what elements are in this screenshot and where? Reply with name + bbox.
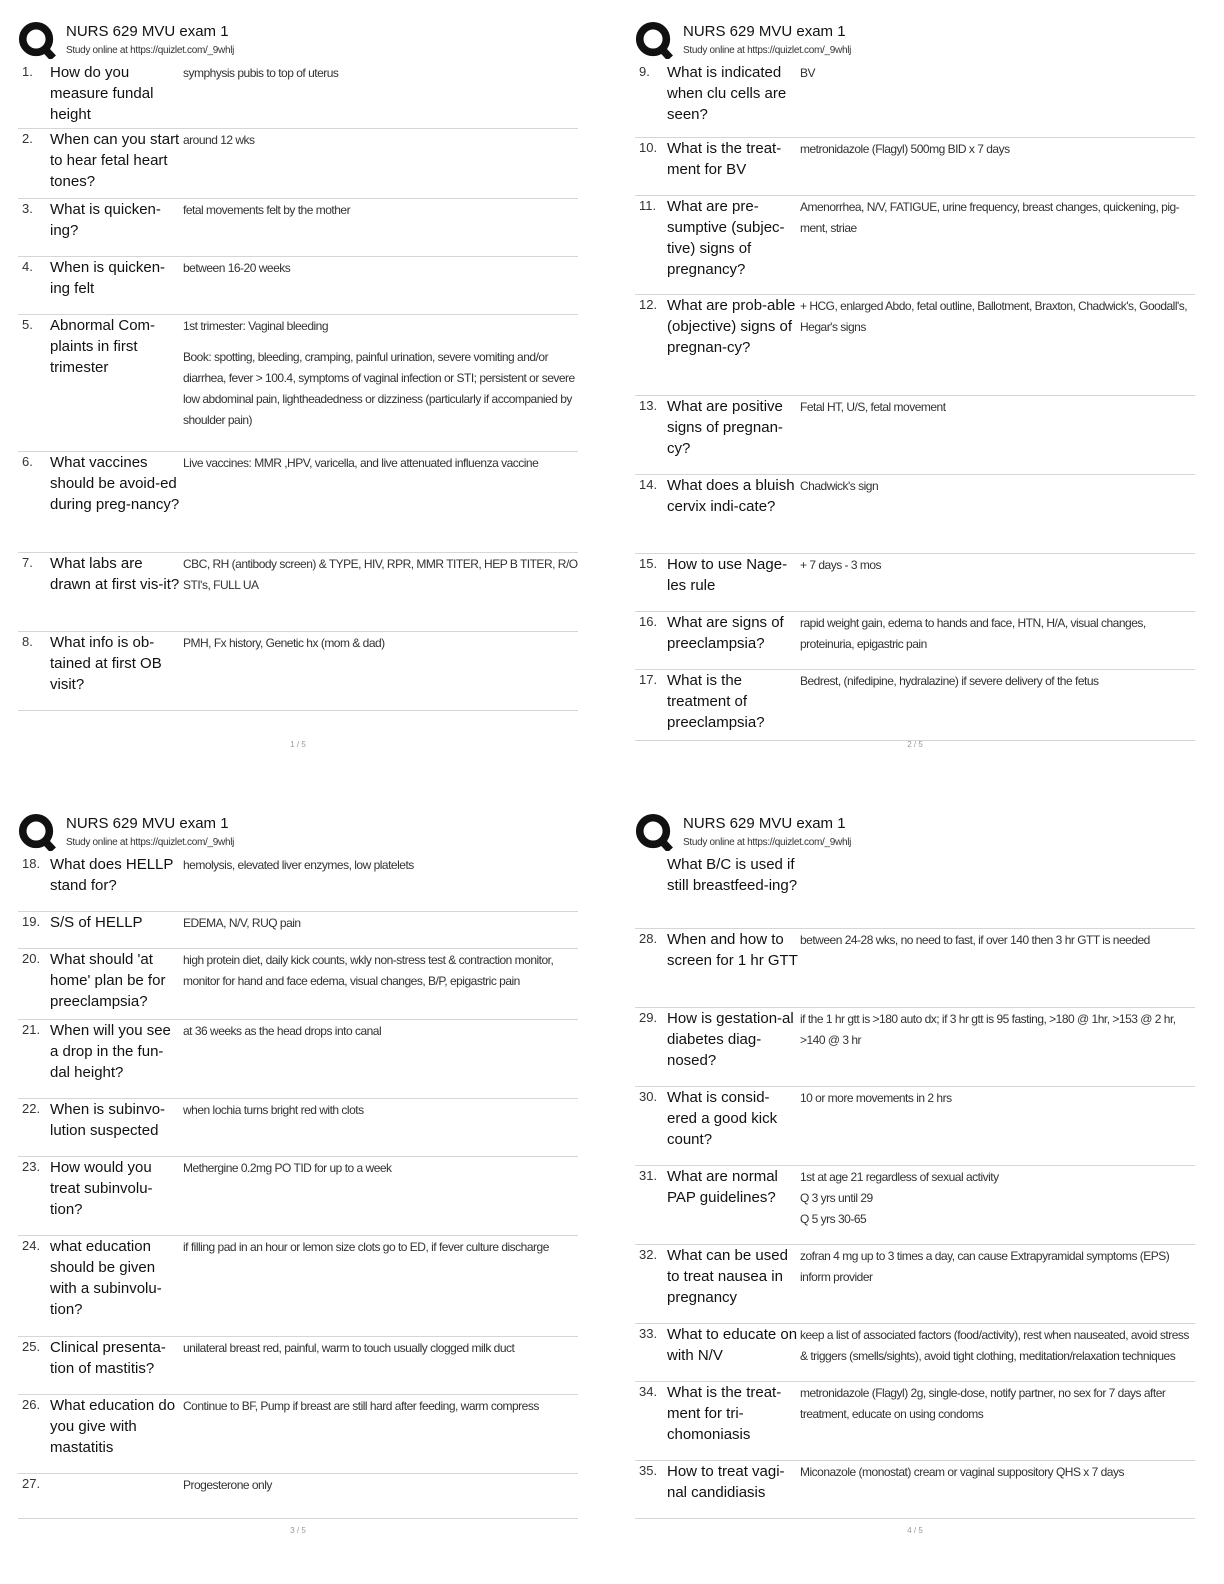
definition-line: PMH, Fx history, Genetic hx (mom & dad): [183, 636, 385, 650]
card-term: What is the treatment of preeclampsia?: [667, 672, 765, 731]
card-term: What are pre-sumptive (subjec-tive) signs of pregnancy?: [667, 198, 785, 278]
card-term: What are prob-able (objective) signs of pregnan-cy?: [667, 297, 796, 356]
quizlet-logo-icon: [18, 21, 56, 59]
card-number: 21.: [22, 1022, 41, 1037]
set-title: NURS 629 MVU exam 1: [683, 23, 846, 40]
card-definition: [798, 396, 1195, 474]
card-number: 33.: [639, 1326, 658, 1341]
card-term: What does a bluish cervix indi-cate?: [667, 477, 795, 515]
card-term: What info is ob-tained at first OB visit?: [50, 634, 162, 693]
card-number: 3.: [22, 201, 33, 216]
card-number: 34.: [639, 1384, 658, 1399]
flashcard-row: [635, 929, 1195, 1008]
flashcard-row: [18, 1157, 578, 1236]
flashcard-row: [18, 553, 578, 632]
card-number: 19.: [22, 914, 41, 929]
definition-line: Q 5 yrs 30-65: [800, 1212, 867, 1226]
card-number: 13.: [639, 398, 658, 413]
card-number: 25.: [22, 1339, 41, 1354]
definition-line: between 16-20 weeks: [183, 261, 291, 275]
card-number: 5.: [22, 317, 33, 332]
card-definition: [798, 62, 1195, 137]
card-number: 20.: [22, 951, 41, 966]
card-term: When and how to screen for 1 hr GTT: [667, 931, 798, 969]
card-definition: [181, 1236, 578, 1336]
quizlet-logo-icon: [635, 21, 673, 59]
flashcard-row: [18, 452, 578, 553]
definition-line: fetal movements felt by the mother: [183, 203, 351, 217]
definition-line: Fetal HT, U/S, fetal movement: [800, 400, 946, 414]
card-term: [50, 1474, 181, 1518]
page-number: 1 / 5: [290, 740, 306, 749]
definition-line: Q 3 yrs until 29: [800, 1191, 873, 1205]
card-definition: [798, 138, 1195, 195]
card-definition: [181, 912, 578, 948]
card-term: What should 'at home' plan be for preeclampsia?: [50, 951, 166, 1010]
flashcard-page: [635, 18, 1195, 749]
study-link[interactable]: Study online at https://quizlet.com/_9whlj: [683, 837, 852, 848]
card-term: What is indicated when clu cells are seen?: [667, 64, 787, 123]
set-title: NURS 629 MVU exam 1: [683, 815, 846, 832]
card-definition: [798, 670, 1195, 740]
card-number: 30.: [639, 1089, 658, 1104]
flashcard-row: [635, 670, 1195, 741]
definition-line: high protein diet, daily kick counts, wkly non-stress test & contraction monitor, monitor for hand and face edema, visual changes, B/P, epigastric pain: [183, 953, 554, 988]
card-definition: [181, 949, 578, 1019]
card-term: When can you start to hear fetal heart tones?: [50, 131, 180, 190]
card-definition: [798, 554, 1195, 611]
card-term: What labs are drawn at first vis-it?: [50, 555, 180, 593]
definition-line: 1st trimester: Vaginal bleeding: [183, 319, 329, 333]
flashcard-row: [18, 315, 578, 452]
flashcard-row: [635, 62, 1195, 138]
card-definition: [181, 452, 578, 552]
flashcard-row: [18, 129, 578, 199]
card-number: 4.: [22, 259, 33, 274]
card-definition: [798, 1087, 1195, 1165]
card-definition: [181, 1395, 578, 1473]
page-header: [18, 810, 578, 854]
definition-line: Amenorrhea, N/V, FATIGUE, urine frequency, breast changes, quickening, pig-ment, striae: [800, 200, 1180, 235]
card-number: 7.: [22, 555, 33, 570]
study-link[interactable]: Study online at https://quizlet.com/_9whlj: [683, 45, 852, 56]
study-link[interactable]: Study online at https://quizlet.com/_9whlj: [66, 837, 235, 848]
card-term: What can be used to treat nausea in pregnancy: [667, 1247, 788, 1306]
card-term: What is the treat-ment for BV: [667, 140, 782, 178]
card-number: 1.: [22, 64, 33, 79]
card-number: [635, 854, 667, 928]
card-term: What is quicken-ing?: [50, 201, 161, 239]
page-number: 2 / 5: [907, 740, 923, 749]
flashcard-row: [18, 949, 578, 1020]
flashcard-row: [18, 1099, 578, 1157]
flashcard-row: [18, 257, 578, 315]
card-number: 27.: [22, 1476, 41, 1491]
flashcard-row: [635, 196, 1195, 295]
flashcard-row: [635, 1324, 1195, 1382]
card-number: 16.: [639, 614, 658, 629]
card-term: What is consid-ered a good kick count?: [667, 1089, 778, 1148]
card-definition: [798, 929, 1195, 1007]
flashcard-row: [18, 1395, 578, 1474]
definition-line: CBC, RH (antibody screen) & TYPE, HIV, RPR, MMR TITER, HEP B TITER, R/O STI's, FULL UA: [183, 557, 578, 592]
definition-line: 1st at age 21 regardless of sexual activity: [800, 1170, 999, 1184]
quizlet-logo-icon: [18, 813, 56, 851]
card-definition: [798, 475, 1195, 553]
card-term: S/S of HELLP: [50, 914, 143, 931]
card-number: 23.: [22, 1159, 41, 1174]
card-number: 9.: [639, 64, 650, 79]
card-definition: [181, 1157, 578, 1235]
flashcard-row: [635, 475, 1195, 554]
card-number: 2.: [22, 131, 33, 146]
card-definition: [181, 129, 578, 198]
card-number: 29.: [639, 1010, 658, 1025]
card-number: 11.: [639, 198, 657, 213]
card-definition: [181, 1099, 578, 1156]
card-number: 17.: [639, 672, 658, 687]
definition-line: Progesterone only: [183, 1478, 272, 1492]
card-definition: [181, 257, 578, 314]
card-definition: [798, 1324, 1195, 1381]
card-term: What to educate on with N/V: [667, 1326, 798, 1364]
card-number: 12.: [639, 297, 658, 312]
definition-line: Chadwick's sign: [800, 479, 879, 493]
definition-line: if the 1 hr gtt is >180 auto dx; if 3 hr gtt is 95 fasting, >180 @ 1hr, >153 @ 2 hr, >140 @ 3 hr: [800, 1012, 1176, 1047]
flashcard-row: [18, 1020, 578, 1099]
card-term: what education should be given with a subinvolu-tion?: [50, 1238, 162, 1318]
card-definition: [181, 632, 578, 710]
definition-line: keep a list of associated factors (food/activity), rest when nauseated, avoid stress & triggers (smells/sights), avoid tight clothing, meditation/relaxation techniques: [800, 1328, 1189, 1363]
definition-line: at 36 weeks as the head drops into canal: [183, 1024, 382, 1038]
card-term: Abnormal Com-plaints in first trimester: [50, 317, 156, 376]
card-definition: [181, 1020, 578, 1098]
card-definition: [798, 854, 1195, 928]
card-term: What are normal PAP guidelines?: [667, 1168, 778, 1206]
flashcard-row: [18, 1236, 578, 1337]
card-term: When is subinvo-lution suspected: [50, 1101, 166, 1139]
card-term: How would you treat subinvolu-tion?: [50, 1159, 153, 1218]
card-term: What are positive signs of pregnan-cy?: [667, 398, 783, 457]
flashcard-row: [635, 1461, 1195, 1519]
card-definition: [798, 1461, 1195, 1518]
definition-line: 10 or more movements in 2 hrs: [800, 1091, 952, 1105]
card-term: How to treat vagi-nal candidiasis: [667, 1463, 785, 1501]
card-number: 31.: [639, 1168, 658, 1183]
definition-line: if filling pad in an hour or lemon size clots go to ED, if fever culture discharge: [183, 1240, 549, 1254]
flashcard-row: [635, 1245, 1195, 1324]
card-term: How do you measure fundal height: [50, 64, 154, 123]
card-term: What B/C is used if still breastfeed-ing?: [667, 856, 798, 894]
card-term: What education do you give with mastatitis: [50, 1397, 176, 1456]
definition-line: rapid weight gain, edema to hands and face, HTN, H/A, visual changes, proteinuria, epigastric pain: [800, 616, 1146, 651]
definition-line: Methergine 0.2mg PO TID for up to a week: [183, 1161, 392, 1175]
card-number: 15.: [639, 556, 658, 571]
flashcard-row: [635, 1382, 1195, 1461]
definition-line: Continue to BF, Pump if breast are still hard after feeding, warm compress: [183, 1399, 539, 1413]
card-term: When will you see a drop in the fun-dal height?: [50, 1022, 171, 1081]
flashcard-row: [18, 1474, 578, 1519]
flashcard-row: [635, 396, 1195, 475]
card-term: How is gestation-al diabetes diag-nosed?: [667, 1010, 794, 1069]
flashcard-row: [18, 62, 578, 129]
set-title: NURS 629 MVU exam 1: [66, 23, 229, 40]
flashcard-row: [18, 854, 578, 912]
definition-line: when lochia turns bright red with clots: [183, 1103, 364, 1117]
flashcard-row: [18, 912, 578, 949]
flashcard-page: [18, 18, 578, 749]
definition-line: metronidazole (Flagyl) 2g, single-dose, notify partner, no sex for 7 days after treatment, educate on using condoms: [800, 1386, 1166, 1421]
page-number: 4 / 5: [907, 1526, 923, 1535]
card-definition: [798, 1382, 1195, 1460]
card-number: 14.: [639, 477, 658, 492]
card-number: 32.: [639, 1247, 658, 1262]
definition-line: + HCG, enlarged Abdo, fetal outline, Ballotment, Braxton, Chadwick's, Goodall's, Hegar's signs: [800, 299, 1188, 334]
card-number: 24.: [22, 1238, 41, 1253]
flashcard-page: [18, 810, 578, 1535]
card-definition: [798, 196, 1195, 294]
study-link[interactable]: Study online at https://quizlet.com/_9whlj: [66, 45, 235, 56]
page-number: 3 / 5: [290, 1526, 306, 1535]
definition-line: Miconazole (monostat) cream or vaginal suppository QHS x 7 days: [800, 1465, 1124, 1479]
flashcard-row: [18, 199, 578, 257]
quizlet-logo-icon: [635, 813, 673, 851]
definition-line: + 7 days - 3 mos: [800, 558, 882, 572]
card-definition: [798, 1166, 1195, 1244]
card-definition: [181, 1474, 578, 1518]
card-definition: [181, 854, 578, 911]
card-term: What does HELLP stand for?: [50, 856, 174, 894]
flashcard-row: [18, 1337, 578, 1395]
page-header: [18, 18, 578, 62]
card-definition: [798, 295, 1195, 395]
definition-line: symphysis pubis to top of uterus: [183, 66, 339, 80]
page-header: [635, 18, 1195, 62]
card-number: 10.: [639, 140, 658, 155]
card-term: When is quicken-ing felt: [50, 259, 166, 297]
card-definition: [181, 315, 578, 451]
card-term: What vaccines should be avoid-ed during preg-nancy?: [50, 454, 180, 513]
card-definition: [798, 612, 1195, 669]
card-number: 28.: [639, 931, 658, 946]
flashcard-row: [635, 612, 1195, 670]
card-definition: [181, 62, 578, 128]
card-number: 26.: [22, 1397, 41, 1412]
flashcard-row: [635, 1166, 1195, 1245]
flashcard-row: [635, 138, 1195, 196]
definition-line: EDEMA, N/V, RUQ pain: [183, 916, 301, 930]
card-number: 35.: [639, 1463, 658, 1478]
card-definition: [181, 1337, 578, 1394]
flashcard-row: [635, 854, 1195, 929]
definition-line: BV: [800, 66, 816, 80]
definition-line: around 12 wks: [183, 133, 255, 147]
card-term: How to use Nage-les rule: [667, 556, 788, 594]
flashcard-page: [635, 810, 1195, 1535]
definition-line: hemolysis, elevated liver enzymes, low platelets: [183, 858, 414, 872]
definition-line: unilateral breast red, painful, warm to touch usually clogged milk duct: [183, 1341, 515, 1355]
definition-line: Live vaccines: MMR ,HPV, varicella, and live attenuated influenza vaccine: [183, 456, 539, 470]
definition-line: metronidazole (Flagyl) 500mg BID x 7 days: [800, 142, 1010, 156]
set-title: NURS 629 MVU exam 1: [66, 815, 229, 832]
definition-line: Book: spotting, bleeding, cramping, painful urination, severe vomiting and/or diarrhea, fever > 100.4, symptoms of vaginal infection or STI; persistent or severe low abdominal pain, lightheadedness or dizziness (particularly if accompanied by shoulder pain): [183, 350, 575, 427]
card-definition: [181, 199, 578, 256]
card-number: 22.: [22, 1101, 41, 1116]
flashcard-row: [635, 554, 1195, 612]
card-definition: [798, 1245, 1195, 1323]
card-term: Clinical presenta-tion of mastitis?: [50, 1339, 166, 1377]
page-header: [635, 810, 1195, 854]
card-number: 6.: [22, 454, 33, 469]
definition-line: Bedrest, (nifedipine, hydralazine) if severe delivery of the fetus: [800, 674, 1099, 688]
definition-line: zofran 4 mg up to 3 times a day, can cause Extrapyramidal symptoms (EPS) inform provider: [800, 1249, 1170, 1284]
card-number: 18.: [22, 856, 41, 871]
flashcard-row: [635, 295, 1195, 396]
definition-line: between 24-28 wks, no need to fast, if over 140 then 3 hr GTT is needed: [800, 933, 1150, 947]
card-term: What is the treat-ment for tri-chomoniasis: [667, 1384, 782, 1443]
card-term: What are signs of preeclampsia?: [667, 614, 784, 652]
flashcard-row: [635, 1087, 1195, 1166]
flashcard-row: [18, 632, 578, 711]
flashcard-row: [635, 1008, 1195, 1087]
card-definition: [798, 1008, 1195, 1086]
card-number: 8.: [22, 634, 33, 649]
card-definition: [181, 553, 578, 631]
